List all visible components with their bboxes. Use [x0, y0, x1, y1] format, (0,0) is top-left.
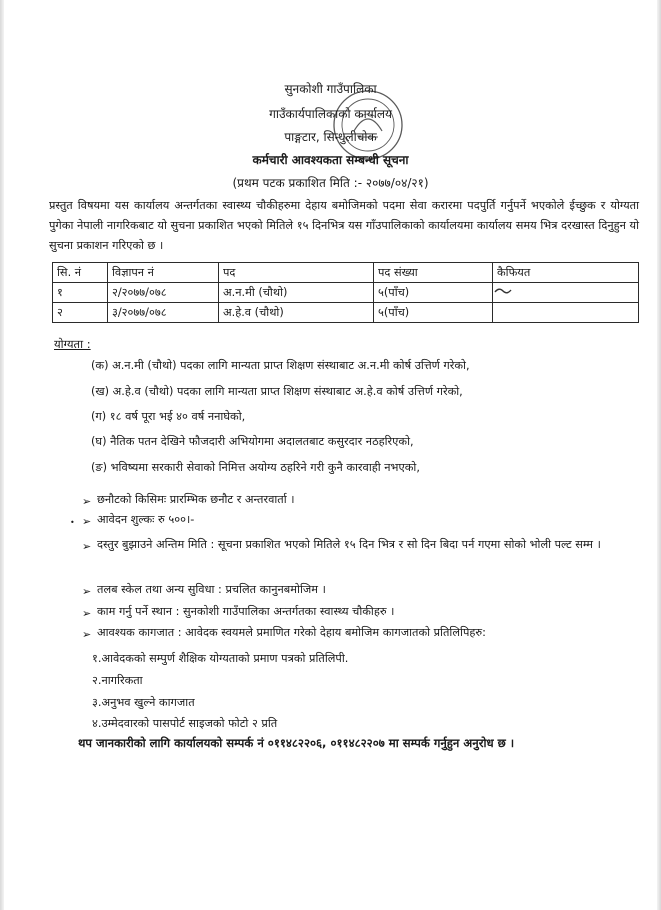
document-item: ३.अनुभव खुल्ने कागजात: [92, 696, 195, 709]
cell-remarks: [493, 303, 639, 323]
table-header-row: [53, 263, 639, 283]
header-post-count: पद संख्या: [374, 263, 493, 283]
cell-post-count: ५(पाँच): [374, 283, 493, 303]
vacancy-table: [52, 262, 639, 323]
table-row: [53, 303, 639, 323]
office-name: गाउँकार्यपालिकाको कार्यालय: [269, 107, 392, 121]
publish-date: (प्रथम पटक प्रकाशित मिति :- २०७७/०४/२१): [232, 176, 429, 190]
salary-scale: तलब स्केल तथा अन्य सुविधा : प्रचलित कानुनबमोजिम ।: [97, 583, 326, 596]
deadline: दस्तुर बुझाउने अन्तिम मिति : सूचना प्रकाशित भएको मितिले १५ दिन भित्र र सो दिन बिदा पर्न गएमा सोको भोली पल्ट सम्म ।: [97, 538, 601, 551]
contact-info: थप जानकारीको लागि कार्यालयको सम्पर्क नं ०११४८२२०६, ०११४८२२०७ मा सम्पर्क गर्नुहुन अनुरोध छ ।: [78, 736, 515, 750]
arrow-bullet-icon: ➢: [82, 515, 92, 528]
required-documents: आवश्यक कागजात : आवेदक स्वयमले प्रमाणित गरेको देहाय बमोजिम कागजातको प्रतिलिपिहरु:: [97, 626, 486, 639]
qualification-item: (ग) १८ वर्ष पूरा भई ४० वर्ष ननाघेको,: [91, 410, 246, 423]
work-location: काम गर्नु पर्ने स्थान : सुनकोशी गाउँपालिका अन्तर्गतका स्वास्थ्य चौकीहरु ।: [97, 605, 395, 618]
table-row: [53, 283, 639, 303]
ink-scribble-icon: [493, 286, 513, 296]
header-remarks: कैफियत: [493, 263, 639, 283]
qualification-heading: योग्यता :: [54, 337, 91, 351]
cell-post: अ.हे.व (चौथो): [219, 303, 374, 323]
application-fee: आवेदन शुल्कः रु ५००।-: [97, 513, 195, 526]
notice-title: कर्मचारी आवश्यकता सम्बन्धी सूचना: [252, 153, 409, 167]
qualification-item: (ङ) भविष्यमा सरकारी सेवाको निमित्त अयोग्य ठहरिने गरी कुनै कारवाही नभएको,: [91, 461, 420, 474]
cell-advert-no: ३/२०७७/०७८: [108, 303, 219, 323]
header-serial: सि. नं: [53, 263, 108, 283]
qualification-item: (क) अ.न.मी (चौथो) पदका लागि मान्यता प्राप्त शिक्षण संस्थाबाट अ.न.मी कोर्ष उत्तिर्ण गरेको,: [91, 359, 470, 372]
cell-post: अ.न.मी (चौथो): [219, 283, 374, 303]
qualification-item: (घ) नैतिक पतन देखिने फौजदारी अभियोगमा अदालतबाट कसुरदार नठहरिएको,: [91, 435, 414, 448]
selection-type: छनौटको किसिमः प्रारम्भिक छनौट र अन्तरवार्ता ।: [97, 493, 295, 506]
cell-advert-no: २/२०७७/०७८: [108, 283, 219, 303]
cell-serial: २: [53, 303, 108, 323]
intro-paragraph: प्रस्तुत विषयमा यस कार्यालय अन्तर्गतका स्वास्थ्य चौकीहरुमा देहाय बमोजिमको पदमा सेवा करारमा पदपुर्ति गर्नुपर्ने भएकोले ईच्छुक र योग्यता पुगेका नेपाली नागरिकबाट यो सुचना प्रकाशित भएको मितिले १५ दिनभित्र यस गाँउपालिकाको कार्यालयमा कार्यालय समय भित्र दरखास्त दिनुहुन यो सुचना प्रकाशन गरिएको छ ।: [49, 199, 639, 252]
document-item: २.नागरिकता: [92, 674, 143, 687]
dot-bullet-icon: •: [70, 518, 75, 527]
qualification-item: (ख) अ.हे.व (चौथो) पदका लागि मान्यता प्राप्त शिक्षण संस्थाबाट अ.हे.व कोर्ष उत्तिर्ण गरेको,: [91, 385, 463, 398]
arrow-bullet-icon: ➢: [82, 585, 92, 598]
header-post: पद: [219, 263, 374, 283]
arrow-bullet-icon: ➢: [82, 607, 92, 620]
arrow-bullet-icon: ➢: [82, 628, 92, 641]
cell-remarks: [493, 283, 639, 303]
header-advert-no: विज्ञापन नं: [108, 263, 219, 283]
cell-serial: १: [53, 283, 108, 303]
arrow-bullet-icon: ➢: [82, 540, 92, 553]
municipality-name: सुनकोशी गाउँपालिका: [284, 82, 377, 96]
document-item: १.आवेदकको सम्पुर्ण शैक्षिक योग्यताको प्रमाण पत्रको प्रतिलिपी.: [92, 652, 349, 665]
document-item: ४.उम्मेदवारको पासपोर्ट साइजको फोटो २ प्रति: [92, 717, 278, 730]
arrow-bullet-icon: ➢: [82, 495, 92, 508]
office-location: पाङ्गटार, सिन्धुलीचोक: [284, 130, 377, 144]
cell-post-count: ५(पाँच): [374, 303, 493, 323]
